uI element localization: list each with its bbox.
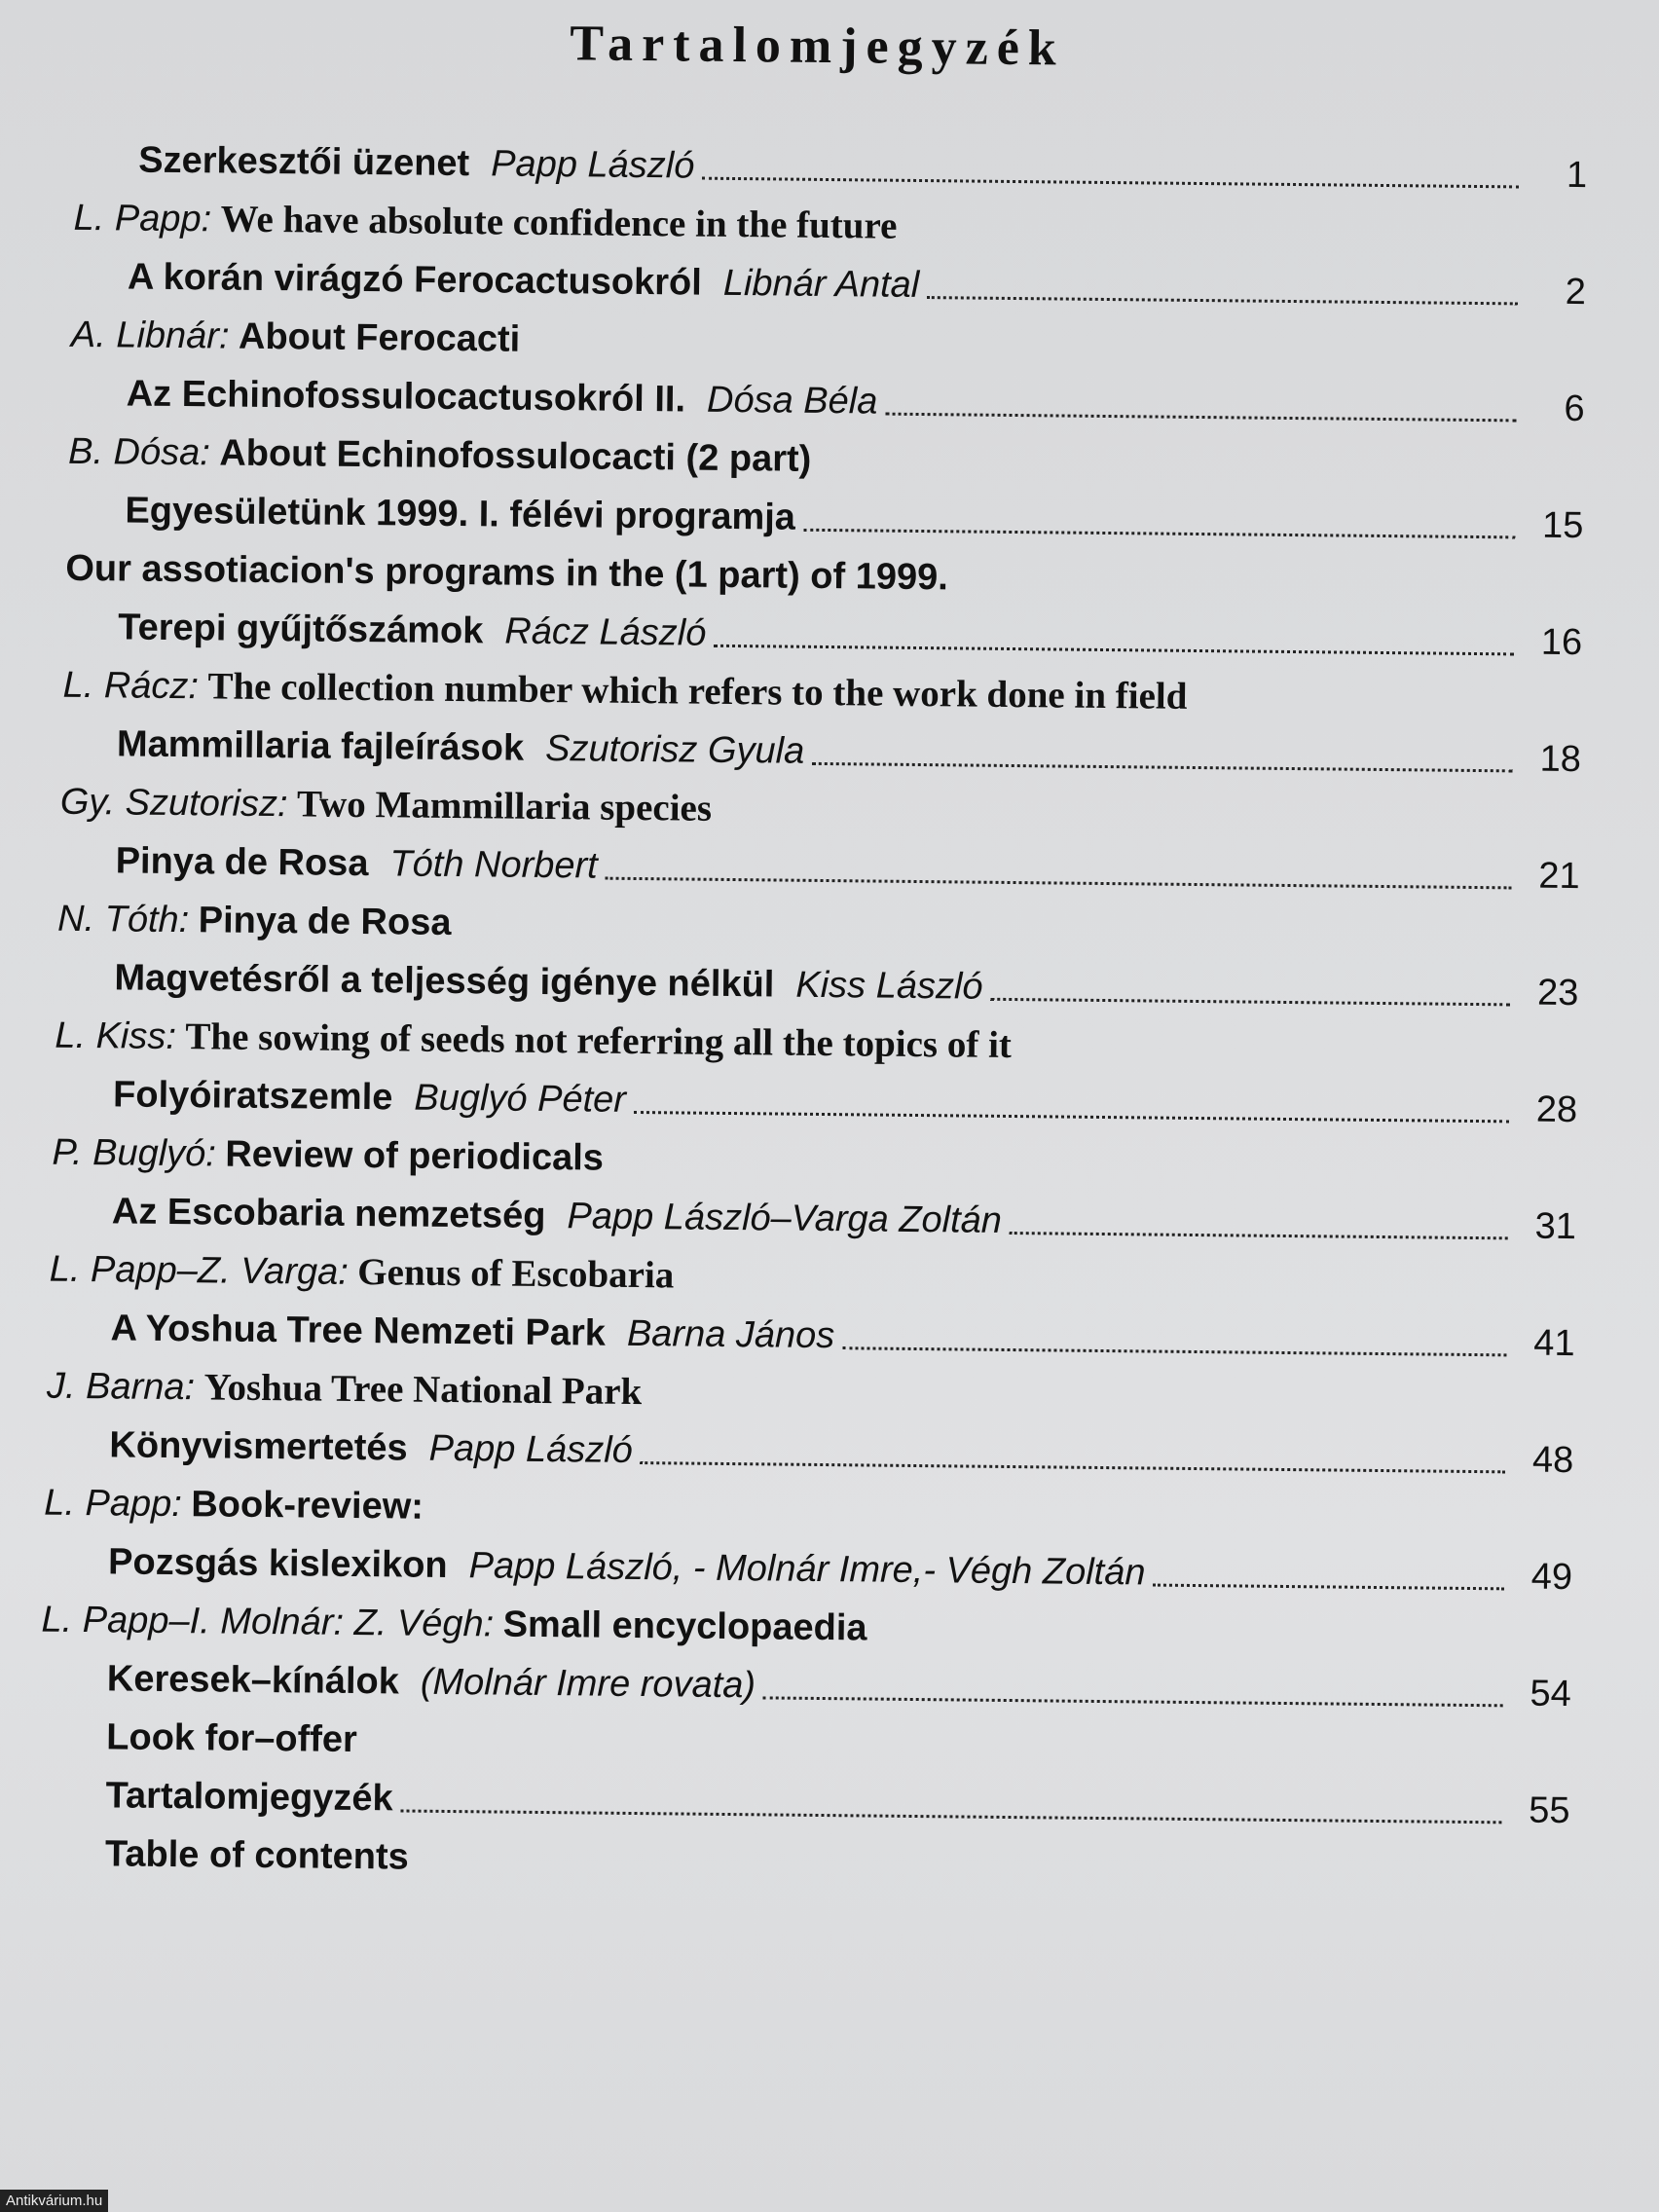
page-number: 6	[1564, 387, 1585, 430]
english-title: About Echinofossulocacti (2 part)	[219, 432, 812, 480]
entry-author: Papp László	[428, 1427, 634, 1471]
entry-author: Kiss László	[795, 964, 983, 1008]
english-title: Yoshua Tree National Park	[203, 1366, 643, 1414]
dot-leader	[606, 877, 1512, 890]
toc-entry	[109, 1421, 1573, 1484]
entry-title: Tartalomjegyzék	[105, 1775, 393, 1820]
page-number: 2	[1565, 271, 1587, 313]
english-title: Genus of Escobaria	[357, 1250, 675, 1297]
entry-author: Papp László–Varga Zoltán	[567, 1196, 1003, 1241]
dot-leader	[842, 1346, 1506, 1356]
toc-entry	[105, 1772, 1569, 1834]
page-number: 28	[1535, 1088, 1578, 1131]
page-number: 31	[1534, 1205, 1577, 1248]
dot-leader	[641, 1461, 1506, 1473]
entry-author: Tóth Norbert	[389, 843, 598, 887]
entry-title: Pozsgás kislexikon	[107, 1541, 448, 1586]
entry-author: Barna János	[626, 1312, 835, 1357]
page-number: 55	[1529, 1789, 1570, 1832]
english-title: Book-review:	[191, 1484, 424, 1528]
entry-author: Szutorisz Gyula	[544, 727, 805, 772]
dot-leader	[885, 413, 1516, 423]
toc-entry	[118, 604, 1582, 666]
toc-entry	[110, 1305, 1574, 1367]
page-number: 41	[1533, 1322, 1575, 1365]
entry-english	[73, 195, 897, 250]
english-author: J. Barna:	[46, 1365, 196, 1409]
english-author: L. Papp:	[44, 1482, 183, 1526]
dot-leader	[400, 1809, 1501, 1824]
dot-leader	[763, 1696, 1503, 1707]
page-number: 16	[1540, 621, 1583, 664]
page-number: 15	[1541, 504, 1584, 547]
entry-author: Rácz László	[504, 610, 707, 654]
english-author: L. Kiss:	[55, 1014, 177, 1058]
entry-english	[47, 1363, 643, 1416]
english-title: Pinya de Rosa	[198, 900, 452, 943]
toc-entry	[108, 1538, 1572, 1601]
english-title: The sowing of seeds not referring all the topics of it	[185, 1015, 1013, 1067]
english-title: Review of periodicals	[225, 1133, 605, 1179]
toc-entry	[115, 837, 1579, 900]
entry-title: Terepi gyűjtőszámok	[117, 607, 484, 652]
english-title: Two Mammillaria species	[296, 783, 713, 830]
page-number: 1	[1566, 154, 1588, 197]
dot-leader	[990, 998, 1510, 1007]
entry-english	[41, 1597, 867, 1652]
english-author: B. Dósa:	[67, 430, 211, 474]
dot-leader	[714, 645, 1514, 656]
dot-leader	[1010, 1232, 1508, 1239]
toc-entry	[114, 954, 1578, 1016]
english-title: Look for–offer	[106, 1716, 358, 1761]
entry-title: Könyvismertetés	[109, 1424, 408, 1469]
page-number: 54	[1530, 1673, 1572, 1715]
english-author: P. Buglyó:	[52, 1131, 217, 1175]
english-title: We have absolute confidence in the future	[220, 198, 898, 247]
toc-entry	[138, 137, 1587, 200]
entry-author: (Molnár Imre rovata)	[420, 1661, 756, 1707]
watermark-label: Antikvárium.hu	[0, 2190, 108, 2212]
entry-title: Folyóiratszemle	[112, 1074, 393, 1119]
entry-title: Keresek–kínálok	[106, 1658, 400, 1703]
english-title: Small encyclopaedia	[502, 1604, 867, 1649]
entry-title: Magvetésről a teljesség igénye nélkül	[114, 957, 775, 1006]
entry-english	[44, 1480, 424, 1530]
toc-entry	[117, 720, 1581, 783]
english-author: L. Papp–Z. Varga:	[49, 1248, 350, 1293]
entry-english	[105, 1830, 409, 1880]
entry-title: Egyesületünk 1999. I. félévi programja	[125, 490, 796, 538]
entry-english	[60, 779, 713, 832]
english-author: Gy. Szutorisz:	[59, 781, 288, 826]
entry-english	[50, 1246, 675, 1300]
dot-leader	[634, 1111, 1509, 1123]
page-number: 18	[1539, 738, 1582, 781]
english-title: The collection number which refers to the work done in field	[207, 665, 1188, 718]
page-number: 21	[1538, 855, 1580, 898]
english-title: About Ferocacti	[238, 315, 521, 360]
entry-english	[106, 1714, 357, 1763]
english-author: A. Libnár:	[70, 313, 230, 357]
dot-leader	[927, 296, 1518, 305]
toc-entry	[113, 1071, 1577, 1133]
english-title: Our assotiacion's programs in the (1 part) of 1999.	[65, 547, 949, 599]
english-author: L. Papp:	[73, 197, 212, 240]
english-author: L. Papp–I. Molnár: Z. Végh:	[41, 1599, 495, 1645]
entry-title: Az Echinofossulocactusokról II.	[126, 373, 686, 421]
entry-title: Szerkesztői üzenet	[138, 139, 470, 185]
toc-entry	[112, 1188, 1576, 1250]
page-number: 49	[1530, 1556, 1573, 1599]
entry-english	[65, 545, 948, 601]
page-number: 23	[1536, 972, 1579, 1014]
entry-english	[62, 662, 1187, 720]
toc-entry	[107, 1655, 1571, 1717]
toc-entry	[128, 253, 1586, 315]
entry-author: Dósa Béla	[706, 379, 878, 423]
entry-author: Papp László	[490, 143, 695, 187]
entry-title: A Yoshua Tree Nemzeti Park	[110, 1308, 607, 1354]
english-author: L. Rácz:	[62, 664, 200, 708]
dot-leader	[812, 762, 1513, 773]
dot-leader	[803, 529, 1515, 539]
entry-author: Libnár Antal	[722, 262, 920, 306]
english-author: N. Tóth:	[56, 898, 190, 941]
entry-title: Pinya de Rosa	[115, 840, 369, 885]
entry-title: Mammillaria fajleírások	[116, 723, 525, 769]
english-title: Table of contents	[104, 1833, 409, 1878]
entry-title: Az Escobaria nemzetség	[111, 1191, 546, 1237]
toc-entry	[125, 487, 1583, 549]
entry-english	[52, 1129, 604, 1182]
dot-leader	[702, 177, 1519, 189]
page-title: Tartalomjegyzék	[569, 16, 1066, 77]
entry-english	[71, 312, 521, 363]
entry-author: Papp László, - Molnár Imre,- Végh Zoltán	[468, 1545, 1146, 1594]
page-number: 48	[1531, 1439, 1574, 1482]
entry-author: Buglyó Péter	[414, 1077, 627, 1121]
dot-leader	[1153, 1584, 1504, 1591]
entry-english	[57, 896, 452, 946]
entry-english	[55, 1013, 1012, 1069]
entry-title: A korán virágzó Ferocactusokról	[127, 256, 703, 304]
entry-english	[68, 428, 812, 483]
toc-entry	[126, 370, 1584, 432]
